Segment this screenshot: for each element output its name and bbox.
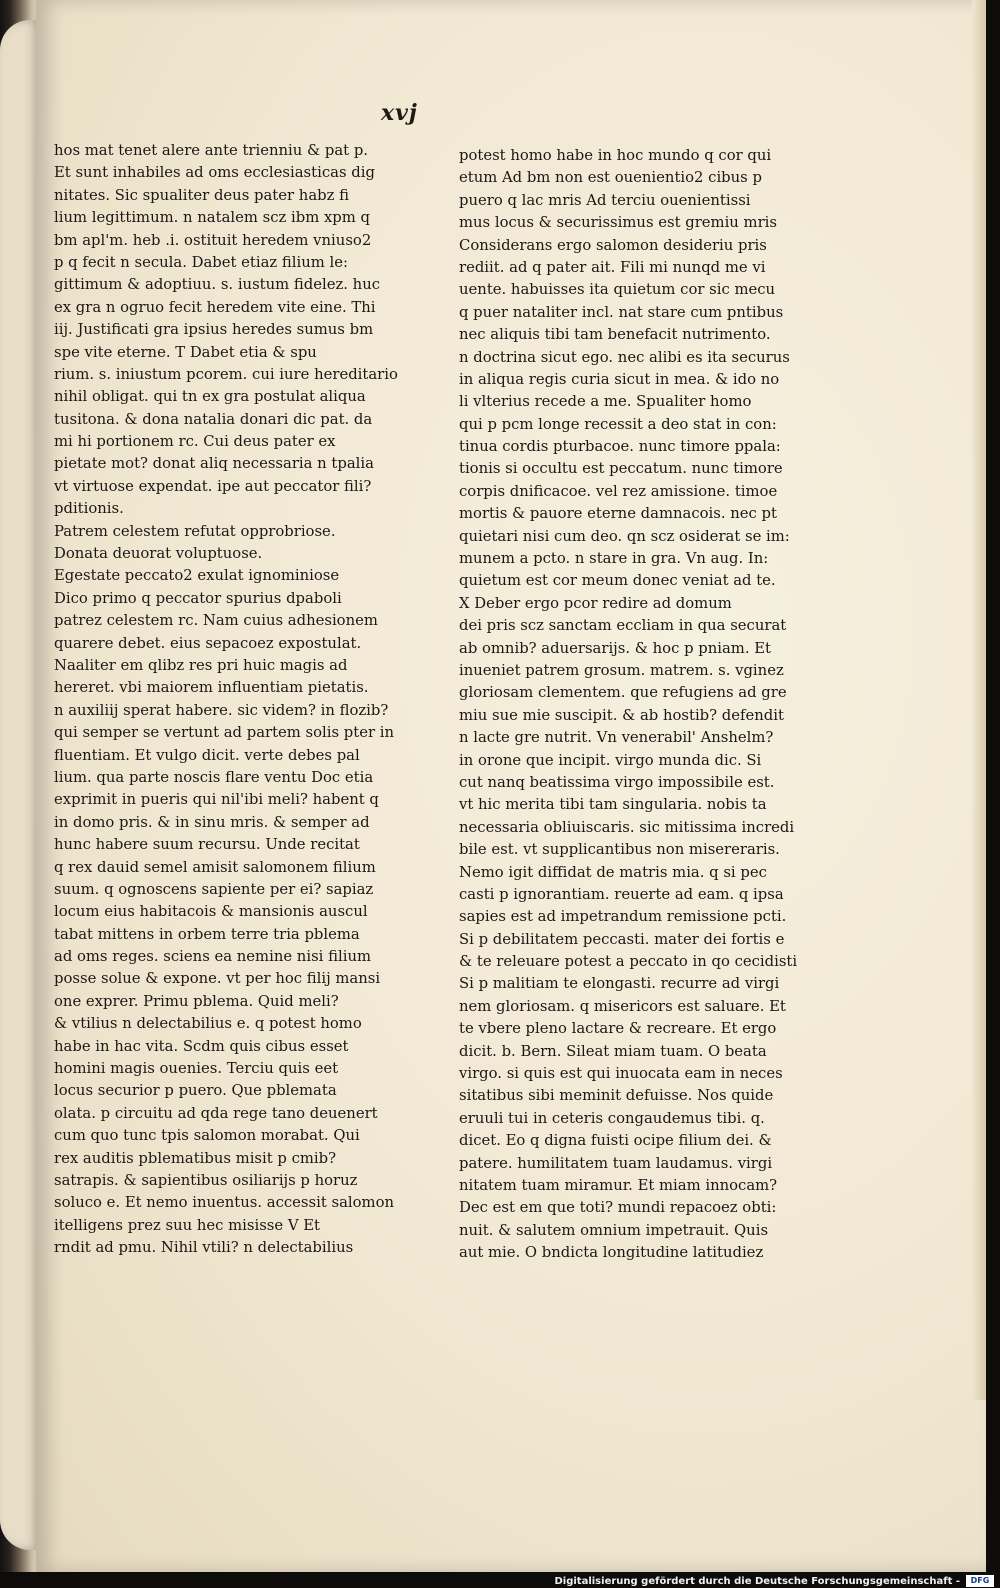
text-line: satrapis. & sapientibus osiliarijs p horuz (54, 1171, 358, 1189)
text-line: rex auditis pblematibus misit p cmib? (54, 1149, 337, 1167)
text-line: Patrem celestem refutat opprobriose. (54, 522, 336, 540)
text-line: aut mie. O bndicta longitudine latitudiez (459, 1244, 764, 1262)
text-line: virgo. si quis est qui inuocata eam in neces (459, 1065, 783, 1083)
text-line: cum quo tunc tpis salomon morabat. Qui (54, 1127, 360, 1145)
text-line: qui semper se vertunt ad partem solis pter in (54, 724, 395, 742)
text-line: Si p debilitatem peccasti. mater dei fortis e (459, 930, 785, 948)
left-text-column (54, 140, 404, 1260)
text-line: nitatem tuam miramur. Et miam innocam? (459, 1176, 778, 1194)
text-line: inueniet patrem grosum. matrem. s. vginez (459, 661, 784, 679)
text-line: quarere debet. eius sepacoez expostulat. (54, 634, 362, 652)
text-line: vt hic merita tibi tam singularia. nobis ta (459, 796, 767, 814)
text-line: tionis si occultu est peccatum. nunc timore (459, 460, 783, 478)
text-line: in domo pris. & in sinu mris. & semper ad (54, 813, 370, 831)
text-line: locum eius habitacois & mansionis auscul (54, 903, 368, 921)
text-line: te vbere pleno lactare & recreare. Et ergo (459, 1020, 777, 1038)
text-line: exprimit in pueris qui nil'ibi meli? habent q (54, 791, 379, 809)
text-line: Naaliter em qlibz res pri huic magis ad (54, 656, 348, 674)
text-line: one exprer. Primu pblema. Quid meli? (54, 992, 339, 1010)
text-line: ex gra n ogruo fecit heredem vite eine. Thi (54, 298, 376, 316)
text-line: rediit. ad q pater ait. Fili mi nunqd me vi (459, 258, 766, 276)
text-line: mi hi portionem rc. Cui deus pater ex (54, 433, 336, 451)
text-line: mortis & pauore eterne damnacois. nec pt (459, 505, 777, 523)
text-line: itelligens prez suu hec misisse V Et (54, 1216, 320, 1234)
text-line: spe vite eterne. T Dabet etia & spu (54, 343, 317, 361)
text-line: nem gloriosam. q misericors est saluare. Et (459, 997, 786, 1015)
text-line: patere. humilitatem tuam laudamus. virgi (459, 1154, 773, 1172)
text-line: posse solue & expone. vt per hoc filij mansi (54, 970, 381, 988)
text-line: mus locus & securissimus est gremiu mris (459, 214, 777, 232)
book-page (36, 0, 986, 1572)
text-line: p q fecit n secula. Dabet etiaz filium le: (54, 253, 349, 271)
text-line: Dico primo q peccator spurius dpaboli (54, 589, 342, 607)
text-line: quietum est cor meum donec veniat ad te. (459, 572, 776, 590)
right-text-column (459, 145, 839, 1265)
text-line: hos mat tenet alere ante trienniu & pat p. (54, 142, 369, 159)
text-line: ab omnib? aduersarijs. & hoc p pniam. Et (459, 639, 771, 657)
text-line: in orone que incipit. virgo munda dic. Si (459, 751, 762, 769)
text-line: tabat mittens in orbem terre tria pblema (54, 925, 360, 943)
text-line: hunc habere suum recursu. Unde recitat (54, 836, 360, 854)
text-line: q rex dauid semel amisit salomonem filium (54, 858, 376, 876)
footer-bar (0, 1572, 1000, 1588)
text-line: munem a pcto. n stare in gra. Vn aug. In: (459, 550, 769, 568)
text-line: nihil obligat. qui tn ex gra postulat aliqua (54, 388, 366, 406)
text-line: cut nanq beatissima virgo impossibile est. (459, 773, 775, 791)
facing-page-edge (0, 20, 40, 1550)
text-line: quietari nisi cum deo. qn scz osiderat se im: (459, 527, 790, 545)
text-line: q puer nataliter incl. nat stare cum pntibus (459, 303, 784, 321)
text-line: rndit ad pmu. Nihil vtili? n delectabilius (54, 1239, 354, 1257)
text-line: li vlterius recede a me. Spualiter homo (459, 393, 752, 411)
text-line: Donata deuorat voluptuose. (54, 545, 263, 563)
text-line: & vtilius n delectabilius e. q potest homo (54, 1015, 362, 1033)
text-line: habe in hac vita. Scdm quis cibus esset (54, 1037, 349, 1055)
folio-number: xvj (381, 100, 418, 126)
text-line: sitatibus sibi meminit defuisse. Nos quide (459, 1087, 774, 1105)
text-line: gloriosam clementem. que refugiens ad gre (459, 684, 787, 702)
text-line: olata. p circuitu ad qda rege tano deuenert (54, 1104, 378, 1122)
text-line: corpis dnificacoe. vel rez amissione. timoe (459, 482, 778, 500)
text-line: Considerans ergo salomon desideriu pris (459, 236, 767, 254)
text-line: pditionis. (54, 500, 124, 518)
text-line: uente. habuisses ita quietum cor sic mecu (459, 281, 776, 299)
text-line: eruuli tui in ceteris congaudemus tibi. q. (459, 1109, 765, 1127)
text-line: Si p malitiam te elongasti. recurre ad virgi (459, 975, 780, 993)
text-line: locus securior p puero. Que pblemata (54, 1082, 337, 1100)
text-line: n lacte gre nutrit. Vn venerabil' Anshelm? (459, 729, 774, 747)
text-line: qui p pcm longe recessit a deo stat in con: (459, 415, 777, 433)
text-line: Egestate peccato2 exulat ignominiose (54, 567, 340, 585)
text-line: vt virtuose expendat. ipe aut peccator fili? (54, 477, 372, 495)
dfg-logo: DFG (966, 1575, 994, 1587)
text-line: rium. s. iniustum pcorem. cui iure hereditario (54, 365, 398, 383)
text-line: bile est. vt supplicantibus non misereraris. (459, 841, 780, 859)
page-edge (972, 0, 986, 1400)
text-line: gittimum & adoptiuu. s. iustum fidelez. huc (54, 276, 381, 294)
text-line: casti p ignorantiam. reuerte ad eam. q ipsa (459, 885, 784, 903)
text-line: iij. Justificati gra ipsius heredes sumus bm (54, 321, 374, 339)
text-line: n auxiliij sperat habere. sic videm? in flozib? (54, 701, 389, 719)
text-line: Nemo igit diffidat de matris mia. q si pec (459, 863, 767, 881)
text-line: sapies est ad impetrandum remissione pcti. (459, 908, 787, 926)
digitization-credit: Digitalisierung gefördert durch die Deutsche Forschungsgemeinschaft - (554, 1576, 960, 1587)
text-line: ad oms reges. sciens ea nemine nisi filium (54, 948, 371, 966)
text-line: dicet. Eo q digna fuisti ocipe filium dei. & (459, 1132, 772, 1150)
text-line: puero q lac mris Ad terciu ouenientissi (459, 191, 751, 209)
text-line: dei pris scz sanctam eccliam in qua securat (459, 617, 787, 635)
text-line: fluentiam. Et vulgo dicit. verte debes pal (54, 746, 360, 764)
text-line: Dec est em que toti? mundi repacoez obti: (459, 1199, 777, 1217)
text-line: lium legittimum. n natalem scz ibm xpm q (54, 209, 370, 227)
text-line: in aliqua regis curia sicut in mea. & ido no (459, 370, 780, 388)
text-line: n doctrina sicut ego. nec alibi es ita securus (459, 348, 790, 366)
text-line: suum. q ognoscens sapiente per ei? sapiaz (54, 880, 374, 898)
text-line: nuit. & salutem omnium impetrauit. Quis (459, 1221, 769, 1239)
text-line: tinua cordis pturbacoe. nunc timore ppala: (459, 438, 781, 456)
text-line: X Deber ergo pcor redire ad domum (459, 594, 732, 612)
text-line: hereret. vbi maiorem influentiam pietatis. (54, 679, 369, 697)
text-line: homini magis ouenies. Terciu quis eet (54, 1060, 339, 1078)
text-line: pietate mot? donat aliq necessaria n tpalia (54, 455, 374, 473)
text-line: etum Ad bm non est ouenientio2 cibus p (459, 169, 762, 187)
text-line: nec aliquis tibi tam benefacit nutrimento. (459, 326, 771, 344)
text-line: Et sunt inhabiles ad oms ecclesiasticas dig (54, 164, 375, 182)
text-line: lium. qua parte noscis flare ventu Doc etia (54, 768, 374, 786)
text-line: bm apl'm. heb .i. ostituit heredem vniuso2 (54, 231, 372, 249)
text-line: miu sue mie suscipit. & ab hostib? defendit (459, 706, 784, 724)
text-line: patrez celestem rc. Nam cuius adhesionem (54, 612, 378, 630)
text-line: dicit. b. Bern. Sileat miam tuam. O beata (459, 1042, 767, 1060)
text-line: necessaria obliuiscaris. sic mitissima incredi (459, 818, 795, 836)
text-line: tusitona. & dona natalia donari dic pat. da (54, 410, 373, 428)
text-line: soluco e. Et nemo inuentus. accessit salomon (54, 1194, 395, 1212)
text-line: & te releuare potest a peccato in qo cecidisti (459, 953, 798, 971)
text-line: potest homo habe in hoc mundo q cor qui (459, 147, 772, 164)
text-line: nitates. Sic spualiter deus pater habz fi (54, 186, 349, 204)
